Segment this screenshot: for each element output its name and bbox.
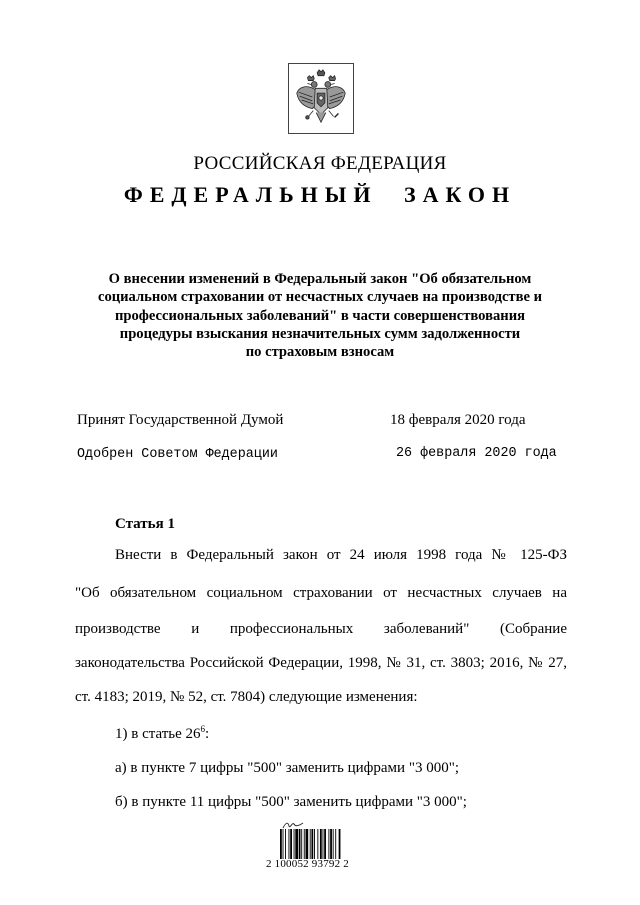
council-approval-label: Одобрен Советом Федерации <box>77 447 278 462</box>
barcode-number: 2 100052 93792 2 <box>266 858 349 870</box>
country-name: РОССИЙСКАЯ ФЕДЕРАЦИЯ <box>193 153 447 174</box>
coat-of-arms-emblem <box>288 63 354 134</box>
article-text-line: ст. 4183; 2019, № 52, ст. 7804) следующие изменения: <box>75 689 418 705</box>
coat-of-arms-russia-icon <box>289 64 353 133</box>
article-item-a: а) в пункте 7 цифры "500" заменить цифрами "3 000"; <box>115 760 459 776</box>
article-heading: Статья 1 <box>115 516 175 532</box>
law-subject-line: О внесении изменений в Федеральный закон "Об обязательном <box>108 271 532 287</box>
law-subject-line: процедуры взыскания незначительных сумм задолженности <box>119 325 521 342</box>
law-subject-line: профессиональных заболеваний" в части совершенствования <box>114 307 525 324</box>
article-item-1 <box>115 724 209 743</box>
duma-adoption-label: Принят Государственной Думой <box>77 412 284 428</box>
article-item-b: б) в пункте 11 цифры "500" заменить цифрами "3 000"; <box>115 794 467 810</box>
article-item-1-colon: : <box>205 726 210 742</box>
article-text-line: "Об обязательном социальном страховании от несчастных случаев на <box>75 585 567 601</box>
article-item-1-text: 1) в статье 26 <box>115 726 201 742</box>
article-item-1-superscript: 6 <box>200 724 206 734</box>
article-text-line: производстве и профессиональных заболеваний" (Собрание <box>75 621 567 637</box>
duma-adoption-date: 18 февраля 2020 года <box>390 412 526 428</box>
barcode <box>279 829 353 859</box>
article-text-line: законодательства Российской Федерации, 1998, № 31, ст. 3803; 2016, № 27, <box>75 655 567 671</box>
article-text-line: Внести в Федеральный закон от 24 июля 1998 года № 125-ФЗ <box>115 547 567 563</box>
law-subject <box>80 270 560 361</box>
law-subject-line: по страховым взносам <box>245 344 395 361</box>
document-type-title: ФЕДЕРАЛЬНЫЙ ЗАКОН <box>123 182 517 207</box>
law-subject-line: социальном страховании от несчастных случаев на производстве и <box>97 289 543 306</box>
council-approval-date: 26 февраля 2020 года <box>396 446 557 461</box>
